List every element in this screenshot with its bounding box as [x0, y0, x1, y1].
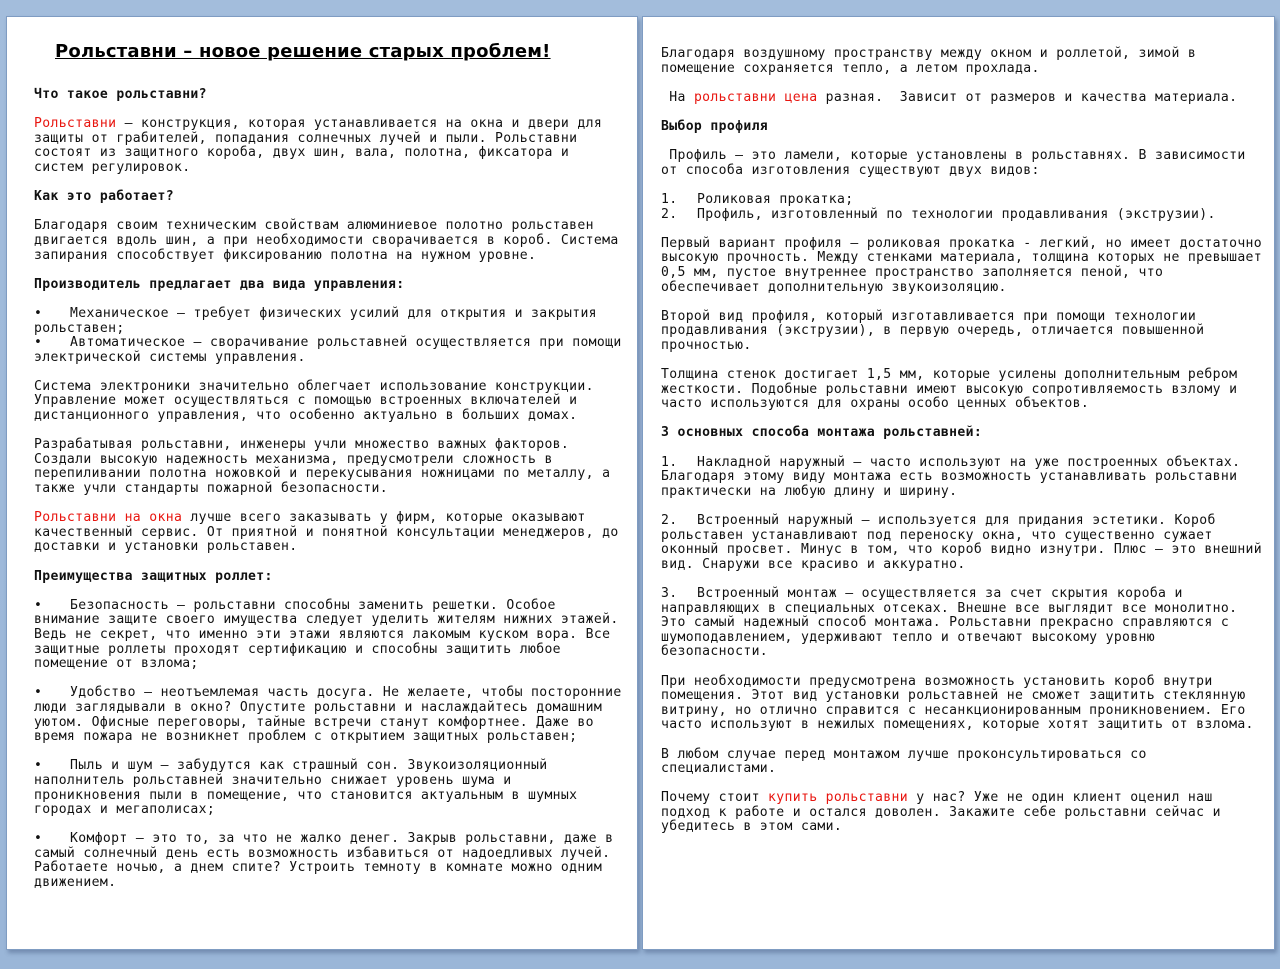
document-title: Рольставни – новое решение старых проблем! [55, 41, 551, 62]
heading-profile-choice: Выбор профиля [661, 118, 769, 134]
paragraph-price [661, 91, 1266, 106]
list-item: Профиль, изготовленный по технологии продавливания (экструзии). [697, 206, 1216, 222]
list-item-text: Накладной наружный – часто используют на уже построенных объектах. Благодаря этому виду монтажа есть возможность устанавливать рольставни практически на любую длину и ширину. [661, 454, 1241, 499]
paragraph-text: На [661, 89, 694, 105]
paragraph-consult: В любом случае перед монтажом лучше проконсультироваться со специалистами. [661, 746, 1147, 777]
bullet-marker: • [34, 597, 43, 613]
paragraph-text: Почему стоит [661, 790, 769, 806]
paragraph-roller-profile: Первый вариант профиля – роликовая прокатка - легкий, но имеет достаточно высокую прочность. Между стенками материала, толщина которых не превышает 0,5 мм, пустое внутреннее пространство заполняется пеной, что обеспечивает дополнительную звукоизоляцию. [661, 235, 1263, 295]
list-item-text: Встроенный монтаж – осуществляется за счет скрытия короба и направляющих в специальных отсеках. Внешне все выглядит все монолитно. Это самый надежный способ монтажа. Рольставни прекрасно справляются с шумоподавлением, удерживают тепло и отвечают высокому уровню безопасности. [661, 585, 1238, 660]
list-item-text: Комфорт – это то, за что не жалко денег. Закрыв рольставни, даже в самый солнечный день есть возможность избавиться от надоедливых лучей. Работаете ночью, а днем спите? Устроить темноту в комнате можно одним движением. [34, 831, 614, 891]
list-item [34, 759, 623, 817]
link-rolstavni-cena[interactable]: рольставни цена [693, 89, 818, 105]
document-page-right[interactable] [642, 16, 1275, 950]
paragraph-engineering: Разрабатывая рольставни, инженеры учли множество важных факторов. Создали высокую надежность механизма, предусмотрели сложность в перепиливании полотна ножовкой и перекусывания ножницами по металлу, а также учли стандарты пожарной безопасности. [34, 437, 611, 497]
bullet-marker: • [34, 335, 43, 351]
link-rolstavni[interactable]: Рольставни [34, 116, 117, 132]
list-item-text: Встроенный наружный – используется для придания эстетики. Короб рольставен устанавливают под переноску окна, что существенно сужает оконный просвет. Минус в том, что короб видно изнутри. Плюс – это внешний вид. Снаружи все красиво и аккуратно. [661, 513, 1263, 572]
paragraph-wall-thickness: Толщина стенок достигает 1,5 мм, которые усилены дополнительным ребром жесткости. Подобные рольставни имеют высокую сопротивляемость взлому и часто используются для охраны особо ценных объектов. [661, 367, 1238, 412]
paragraph-text: у нас? Уже не один клиент оценил наш подход к работе и остался доволен. Закажите себе рольставни сейчас и убедитесь в этом сами. [661, 790, 1221, 835]
list-item: Автоматическое – сворачивание рольставней осуществляется при помощи электрической системы управления. [34, 335, 622, 365]
paragraph-definition [34, 117, 623, 175]
paragraph-text: – конструкция, которая устанавливается на окна и двери для защиты от грабителей, попадания солнечных лучей и пыли. Рольставни состоят из защитного короба, двух шин, вала, полотна, фиксатора и систем регулировок. [34, 116, 603, 175]
list-item [34, 686, 623, 744]
list-number: 3. [661, 585, 678, 601]
heading-what-is: Что такое рольставни? [34, 87, 207, 102]
list-number: 2. [661, 206, 678, 222]
heading-control-types: Производитель предлагает два вида управления: [34, 276, 405, 292]
bullet-marker: • [34, 685, 43, 701]
list-item-text: Пыль и шум – забудутся как страшный сон. Звукоизоляционный наполнитель рольставней значительно снижает уровень шума и проникновения пыли в помещение, что становится актуальным в шумных городах и мегаполисах; [34, 758, 578, 818]
bullet-marker: • [34, 305, 43, 321]
heading-advantages: Преимущества защитных роллет: [34, 568, 273, 584]
list-item: Роликовая прокатка; [697, 191, 854, 207]
bullet-marker: • [34, 831, 43, 847]
list-control-types [34, 307, 623, 365]
paragraph-text: разная. Зависит от размеров и качества материала. [817, 89, 1238, 105]
heading-how-it-works: Как это работает? [34, 189, 174, 205]
paragraph-ordering [34, 511, 623, 555]
list-item [661, 514, 1266, 572]
paragraph-electronics: Система электроники значительно облегчает использование конструкции. Управление может осуществляться с помощью встроенных включателей и дистанционного управления, что особенно актуально в больших домах. [34, 378, 594, 424]
paragraph-text: лучше всего заказывать у фирм, которые оказывают качественный сервис. От приятной и понятной консультации менеджеров, до доставки и установки рольставен. [34, 510, 619, 555]
list-item [34, 832, 623, 890]
paragraph-inside-mount: При необходимости предусмотрена возможность установить короб внутри помещения. Этот вид установки рольставней не сможет защитить стеклянную витрину, но отлично справится с несанкционированным проникновением. Его часто используют в нежилых помещениях, которые хотят защитить от взлома. [661, 673, 1263, 733]
document-page-left[interactable] [6, 16, 638, 950]
list-item-text: Безопасность – рольставни способны заменить решетки. Особое внимание защите своего имущества следует уделить жителям нижних этажей. Ведь не секрет, что именно эти этажи являются лакомым куском вора. Все защитные роллеты проходят сертификацию и способны защитить любое помещение от взлома; [34, 597, 619, 672]
paragraph-how-it-works: Благодаря своим техническим свойствам алюминиевое полотно рольставен двигается вдоль шин, а при необходимости сворачивается в короб. Система запирания способствует фиксированию полотна на нужном уровне. [34, 218, 619, 263]
list-number: 1. [661, 191, 678, 207]
list-profile-types [661, 193, 1266, 222]
bullet-marker: • [34, 758, 43, 774]
link-rolstavni-na-okna[interactable]: Рольставни на окна [34, 510, 183, 526]
link-kupit-rolstavni[interactable]: купить рольставни [768, 790, 908, 806]
paragraph-extrusion-profile: Второй вид профиля, который изготавливается при помощи технологии продавливания (экструзии), в первую очередь, отличается повышенной прочностью. [661, 308, 1205, 353]
heading-mount-methods: 3 основных способа монтажа рольставней: [661, 425, 983, 441]
paragraph-buy [661, 791, 1266, 835]
list-number: 2. [661, 513, 678, 528]
list-item [661, 456, 1266, 500]
list-number: 1. [661, 454, 678, 470]
list-item-text: Удобство – неотъемлемая часть досуга. Не желаете, чтобы посторонние люди заглядывали в окно? Опустите рольставни и наслаждайтесь домашним уютом. Офисные переговоры, тайные встречи станут комфортнее. Даже во время пожара не возникнет проблем с открытием защитных рольставен; [34, 685, 622, 745]
list-item [661, 587, 1266, 660]
list-item: Механическое – требует физических усилий для открытия и закрытия рольставен; [34, 305, 597, 336]
paragraph-profile: Профиль – это ламели, которые установлены в рольставнях. В зависимости от способа изготовления существуют двух видов: [661, 148, 1254, 178]
list-item [34, 599, 623, 672]
paragraph-air-space: Благодаря воздушному пространству между окном и роллетой, зимой в помещение сохраняется тепло, а летом прохлада. [661, 46, 1197, 76]
